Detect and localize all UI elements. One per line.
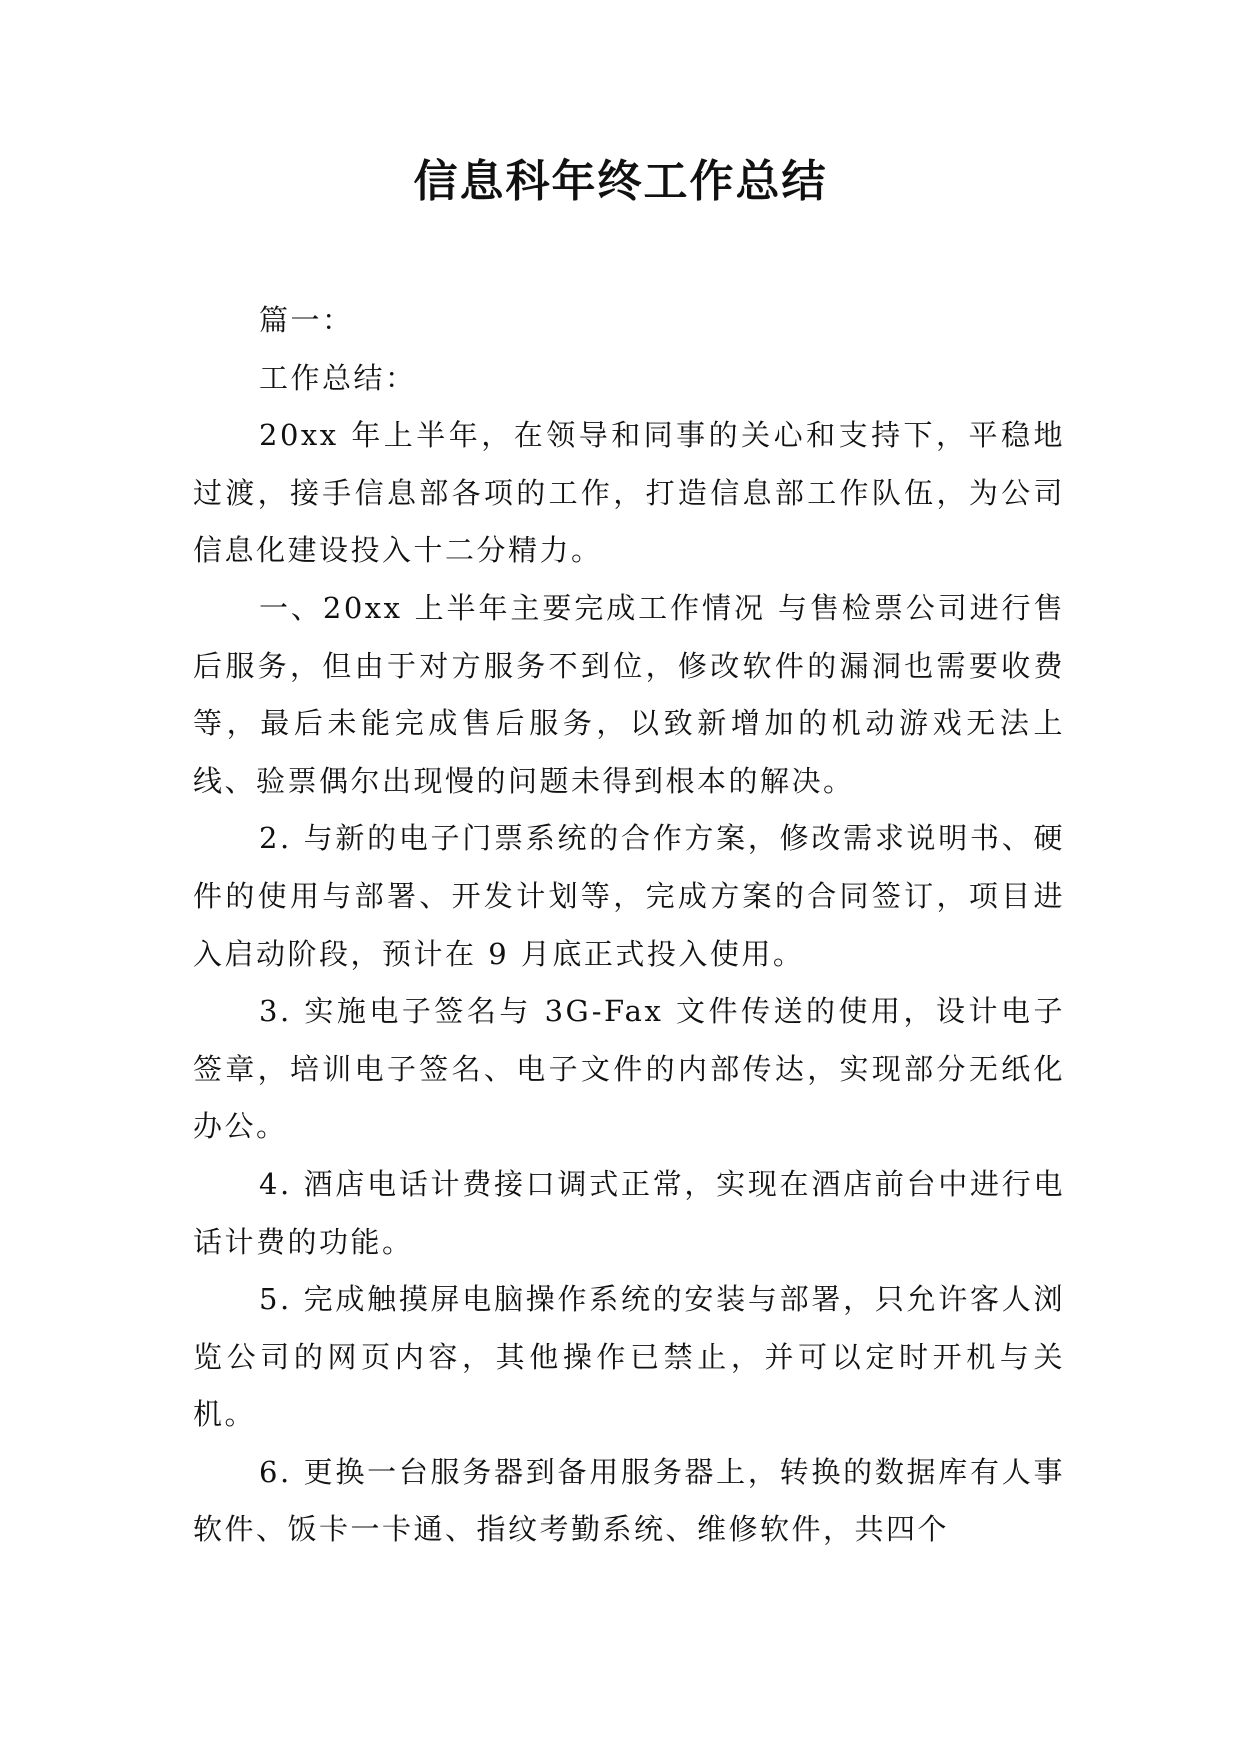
paragraph-summary-label: 工作总结：: [259, 360, 417, 395]
paragraph-item-6: 6. 更换一台服务器到备用服务器上，转换的数据库有人事软件、饭卡一卡通、指纹考勤系统、维修软件，共四个: [193, 1454, 1065, 1547]
paragraph-item-2: 2. 与新的电子门票系统的合作方案，修改需求说明书、硬件的使用与部署、开发计划等，完成方案的合同签订，项目进入启动阶段，预计在 9 月底正式投入使用。: [193, 821, 1065, 971]
paragraph-item-5: 5. 完成触摸屏电脑操作系统的安装与部署，只允许客人浏览公司的网页内容，其他操作已禁止，并可以定时开机与关机。: [193, 1282, 1065, 1432]
paragraph-item-3: 3. 实施电子签名与 3G-Fax 文件传送的使用，设计电子签章，培训电子签名、电子文件的内部传达，实现部分无纸化办公。: [193, 994, 1065, 1144]
document-body: [193, 292, 1065, 1559]
paragraph-section-label: 篇一：: [259, 303, 354, 337]
paragraph-intro: 20xx 年上半年，在领导和同事的关心和支持下，平稳地过渡，接手信息部各项的工作，打造信息部工作队伍，为公司信息化建设投入十二分精力。: [193, 418, 1065, 568]
document-title: 信息科年终工作总结: [413, 156, 828, 207]
paragraph-item-4: 4. 酒店电话计费接口调式正常，实现在酒店前台中进行电话计费的功能。: [193, 1166, 1065, 1259]
paragraph-item-1: 一、20xx 上半年主要完成工作情况 与售检票公司进行售后服务，但由于对方服务不到位，修改软件的漏洞也需要收费等，最后未能完成售后服务，以致新增加的机动游戏无法上线、验票偶尔出现慢的问题未得到根本的解决。: [193, 590, 1065, 798]
